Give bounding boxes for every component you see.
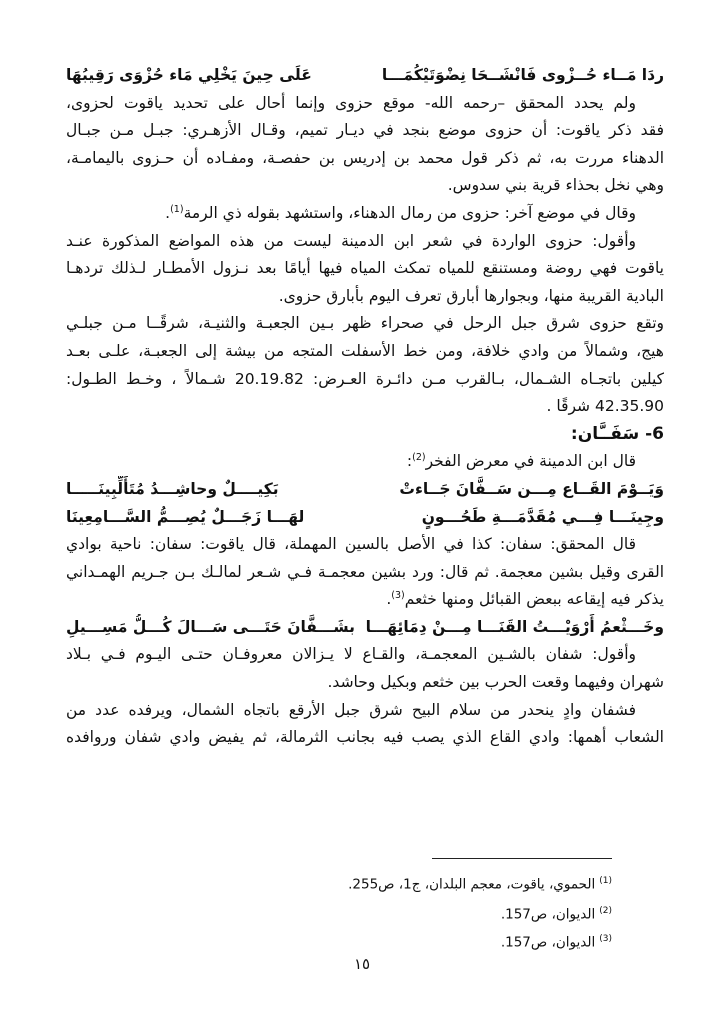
footnote-number: (2) (599, 906, 612, 916)
line-content (165, 200, 636, 228)
text-line (66, 117, 664, 145)
text-line (66, 586, 664, 614)
line-text: فشفان وادٍ ينحدر من سلام البيح شرق جبل الأرقع باتجاه الشمال، ويرفده عدد من (66, 700, 636, 719)
footnote-text: الحموي، ياقوت، معجم البلدان، ج1، ص255. (348, 876, 596, 893)
section-heading (66, 421, 664, 449)
text-line (66, 200, 664, 228)
verse-hemistich-first: وجِينَـــا فِـــي مُقَدَّمَـــةِ طَحُـــونٍ (421, 507, 664, 526)
text-line (66, 393, 664, 421)
verse-hemistich-first: وَيَــوْمَ القَــاع مِـــن سَــفَّانَ جَــاءتْ (399, 479, 664, 498)
text-line (66, 145, 664, 173)
line-text: وأقول: حزوى الواردة في شعر ابن الدمينة ليست من هذه المواضع المذكورة عنـد (66, 231, 636, 250)
line-content (386, 586, 664, 614)
page-number: ١٥ (353, 955, 371, 973)
line-content (66, 117, 664, 145)
line-text: وتقع حزوى شرق جبل الرحل في صحراء ظهر بـين الجعبـة والثنيـة، شرقًــا مـن جبلـي (66, 314, 664, 333)
footnote-number: (3) (599, 934, 612, 944)
line-content (66, 366, 664, 394)
line-content (66, 145, 664, 173)
line-text: الشعاب أهمها: وادي القاع الذي يصب فيه بجانب الثرمالة، ثم يفيض وادي شفان وروافده (66, 728, 664, 747)
text-line (66, 448, 664, 476)
footnote-1 (348, 876, 612, 893)
verse-line (66, 614, 664, 642)
line-content (279, 283, 664, 311)
line-content (66, 724, 664, 752)
line-text: قال ابن الدمينة في معرض الفخر (425, 452, 636, 471)
text-line (66, 310, 664, 338)
line-tail: . (386, 590, 392, 609)
line-text: ياقوت فهي روضة ومستنقع للمياه تمكث المياه فيها أيامًا بعد نـزول الأمطـار لـذلك تردهـا (66, 259, 664, 278)
line-text: هيج، وشمالاً من وادي خلافة، ومن خط الأسفلت المتجه من بيشة إلى الجعبـة، علـى بعـد (66, 341, 664, 360)
line-text: وقال في موضع آخر: حزوى من رمال الدهناء، واستشهد بقوله ذي الرمة (183, 203, 636, 222)
line-content (328, 669, 665, 697)
line-content (547, 393, 664, 421)
line-text: ولم يحدد المحقق –رحمه الله- موقع حزوى وإنما أحال على تحديد ياقوت لحزوى، (66, 93, 636, 112)
line-content (66, 90, 636, 118)
footnote-ref[interactable]: (3) (391, 590, 405, 602)
line-text: 6- سَفَــَّان: (570, 423, 664, 444)
line-text: الدهناء مررت به، ثم ذكر قول محمد بن إدريس بن حفصـة، ومفـاده أن حـزوى باليمامـة، (66, 148, 664, 167)
line-text: شهران وفيهما وقعت الحرب بين خثعم وبكيل وحاشد. (327, 673, 664, 692)
verse-line (66, 504, 664, 532)
verse-hemistich-second: لهَـــا زَجَـــلٌ يُصِـــمُّ السَّـــامِعِينَا (66, 507, 305, 526)
line-text: القرى وقيل بشين معجمة. ثم قال: ورد بشين معجمـة فـي شـعر لمالـك بـن جـريم الهمـداني (66, 562, 664, 581)
line-content (407, 448, 636, 476)
footnote-ref[interactable]: (2) (412, 452, 426, 464)
verse-hemistich-second: عَلَى حِينَ يَخْلِي مَاء حُزْوَى رَقِيبُهَا (66, 66, 312, 84)
line-tail: . (165, 203, 171, 222)
footnote-separator (432, 858, 612, 859)
text-line (66, 255, 664, 283)
text-line (66, 228, 664, 256)
line-content (66, 228, 636, 256)
line-text: وأقول: شفان بالشـين المعجمـة، والقـاع لا يـزالان معروفـان حتـى اليـوم فـي بـلاد (66, 645, 636, 664)
text-line (66, 338, 664, 366)
line-text: فقد ذكر ياقوت: أن حزوى موضع بنجد في ديـار تميم، وقـال الأزهـري: جبـل مـن جبـال (66, 121, 664, 140)
text-line (66, 559, 664, 587)
verse-line (66, 476, 664, 504)
line-text: كيلين باتجـاه الشـمال، بـالقرب مـن دائـرة العـرض: 20.19.82 شـمالاً ، وخـط الطـول: (66, 369, 664, 388)
line-tail: : (406, 452, 413, 471)
line-content (66, 697, 636, 725)
line-content (66, 641, 636, 669)
text-line (66, 697, 664, 725)
verse-line (66, 62, 664, 90)
verse-hemistich-second: بَكِيــــلٌ وحاشِـــدُ مُتَأَلِّبِينَـــــا (66, 479, 279, 498)
text-line (66, 366, 664, 394)
line-content (66, 531, 636, 559)
verse-hemistich-first: وخَـــثْعمُ أَرْوَيْـــتُ القَنَـــا مِـــنْ دِمَائِهَـــا (365, 617, 664, 636)
line-content (448, 172, 664, 200)
footnote-number: (1) (599, 876, 612, 886)
line-content (571, 421, 664, 449)
text-line (66, 283, 664, 311)
text-line (66, 531, 664, 559)
text-line (66, 669, 664, 697)
text-line (66, 724, 664, 752)
line-text: البادية القريبة منها، وبجوارها أبارق تعرف اليوم بأبارق حزوى. (278, 286, 664, 305)
line-content (66, 255, 664, 283)
text-line (66, 641, 664, 669)
line-content (66, 559, 664, 587)
text-line (66, 90, 664, 118)
verse-hemistich-first: ردَا مَــاء حُــزْوى فَانْشَــحَا نِضْوَتَيْكُمَـــا (381, 66, 664, 84)
line-text: وهي نخل بحذاء قرية بني سدوس. (447, 176, 664, 195)
text-line (66, 172, 664, 200)
footnote-2 (501, 906, 612, 923)
footnote-ref[interactable]: (1) (170, 203, 184, 215)
line-text: قال المحقق: سفان: كذا في الأصل بالسين المهملة، قال ياقوت: سفان: ناحية بوادي (66, 535, 636, 554)
page-body (66, 62, 664, 752)
footnote-text: الديوان، ص157. (500, 906, 596, 923)
verse-hemistich-second: بشَـــفَّانَ حَتَـــى سَـــالَ كُـــلُّ مَسِـــيلِ (66, 617, 355, 636)
line-text: 42.35.90 شرقًا . (546, 397, 664, 416)
footnote-3 (501, 934, 612, 951)
line-text: يذكر فيه إيقاعه ببعض القبائل ومنها خثعم (404, 590, 664, 609)
line-content (66, 338, 664, 366)
line-content (66, 310, 664, 338)
footnote-text: الديوان، ص157. (500, 934, 596, 951)
